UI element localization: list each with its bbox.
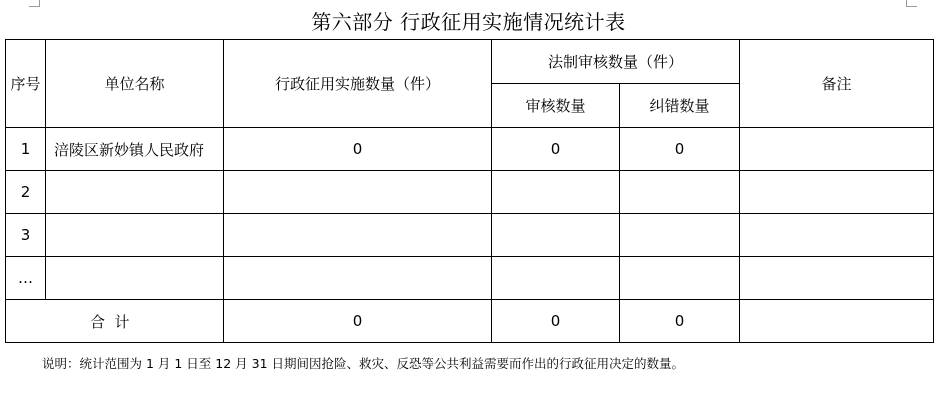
header-unit-name: 单位名称 [46, 40, 224, 128]
header-correction-count: 纠错数量 [620, 84, 740, 128]
total-remarks [740, 300, 934, 343]
header-expropriation-count: 行政征用实施数量（件） [224, 40, 492, 128]
page-corner-mark-left [29, 0, 40, 7]
header-legal-review-group: 法制审核数量（件） [492, 40, 740, 84]
table-row [6, 171, 934, 214]
row-remarks [740, 171, 934, 214]
row-unit-name [46, 171, 224, 214]
header-review-count: 审核数量 [492, 84, 620, 128]
row-correction-count: 0 [620, 128, 740, 171]
header-remarks: 备注 [740, 40, 934, 128]
row-remarks [740, 128, 934, 171]
row-correction-count [620, 171, 740, 214]
table-row [6, 257, 934, 300]
table-row [6, 214, 934, 257]
row-unit-name [46, 257, 224, 300]
total-review-count: 0 [492, 300, 620, 343]
row-remarks [740, 214, 934, 257]
row-expropriation-count [224, 214, 492, 257]
page-corner-mark-right [906, 0, 917, 7]
row-review-count [492, 214, 620, 257]
total-correction-count: 0 [620, 300, 740, 343]
row-unit-name [46, 214, 224, 257]
page-title: 第六部分 行政征用实施情况统计表 [311, 10, 626, 34]
row-remarks [740, 257, 934, 300]
row-review-count: 0 [492, 128, 620, 171]
row-seq: 2 [6, 171, 46, 214]
total-label: 合 计 [6, 300, 224, 343]
row-review-count [492, 257, 620, 300]
row-review-count [492, 171, 620, 214]
row-seq: 1 [6, 128, 46, 171]
statistics-table [5, 39, 934, 343]
total-row [6, 300, 934, 343]
row-expropriation-count: 0 [224, 128, 492, 171]
table-row [6, 128, 934, 171]
row-seq: … [6, 257, 46, 300]
total-expropriation-count: 0 [224, 300, 492, 343]
header-seq: 序号 [6, 40, 46, 128]
row-unit-name: 涪陵区新妙镇人民政府 [46, 128, 224, 171]
table-note: 说明：统计范围为 1 月 1 日至 12 月 31 日期间因抢险、救灾、反恐等公共利益需要而作出的行政征用决定的数量。 [42, 356, 685, 371]
row-expropriation-count [224, 257, 492, 300]
row-seq: 3 [6, 214, 46, 257]
row-expropriation-count [224, 171, 492, 214]
row-correction-count [620, 257, 740, 300]
row-correction-count [620, 214, 740, 257]
